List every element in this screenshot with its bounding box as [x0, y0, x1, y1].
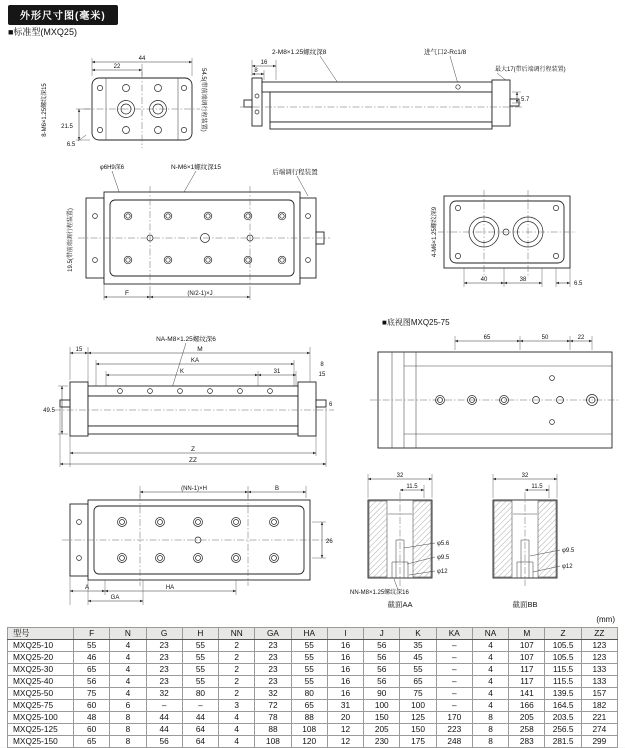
dim-cell: 115.5 [545, 676, 581, 688]
dim-cell: 75 [74, 688, 110, 700]
dim-cell: 175 [400, 736, 436, 748]
table-row [8, 724, 618, 736]
drawing-side-view [240, 47, 566, 129]
dim-5-7: 5.7 [521, 97, 530, 103]
dim-cell: – [436, 652, 472, 664]
dim-cell: 117 [509, 664, 545, 676]
column-header-4: H [182, 628, 218, 640]
dim-cell: 56 [364, 652, 400, 664]
dia-9-5: φ9.5 [562, 548, 575, 554]
drawing-bottom-view-75 [370, 317, 620, 448]
thread-label: 8-M6×1.25螺纹深15 [42, 83, 48, 137]
dim-8: 8 [254, 68, 258, 74]
dim-cell: 4 [472, 664, 508, 676]
dim-cell: 4 [219, 736, 255, 748]
dim-cell: 88 [255, 724, 291, 736]
dim-cell: 223 [436, 724, 472, 736]
dim-cell: 56 [74, 676, 110, 688]
dim-cell: 12 [327, 724, 363, 736]
table-row [8, 736, 618, 748]
dim-cell: 4 [219, 724, 255, 736]
dim-cell: 125 [400, 712, 436, 724]
dim-cell: 4 [472, 688, 508, 700]
thread-label: 2-M8×1.25螺纹深8 [272, 49, 327, 56]
dim-cell: 80 [291, 688, 327, 700]
dim-cell: 23 [146, 664, 182, 676]
dim-a: A [84, 585, 90, 591]
thread-label: N-M6×1螺纹深15 [170, 164, 222, 171]
dim-cell: 56 [364, 640, 400, 652]
dim-cell: 55 [74, 640, 110, 652]
model-cell: MXQ25-125 [8, 724, 74, 736]
drawing-sections [350, 473, 575, 609]
dim-cell: 4 [110, 640, 146, 652]
model-cell: MXQ25-75 [8, 700, 74, 712]
column-header-3: G [146, 628, 182, 640]
dia-12: φ12 [437, 569, 448, 575]
dim-cell: – [436, 700, 472, 712]
dim-cell: 4 [110, 676, 146, 688]
max-stroke-note: 最大17(带后端调行程装置) [495, 67, 566, 73]
dim-cell: 274 [581, 724, 617, 736]
dim-cell: 35 [400, 640, 436, 652]
dim-31: 31 [273, 369, 281, 375]
dim-16: 16 [260, 60, 268, 66]
dim-cell: 23 [146, 652, 182, 664]
dim-cell: 123 [581, 652, 617, 664]
dim-cell: 107 [509, 640, 545, 652]
dim-cell: 55 [291, 676, 327, 688]
dim-44: 44 [138, 56, 146, 62]
dim-cell: 115.5 [545, 664, 581, 676]
dim-k: K [179, 369, 185, 375]
dim-cell: 16 [327, 676, 363, 688]
dim-cell: 44 [182, 712, 218, 724]
dim-38: 38 [519, 277, 527, 283]
drawing-table-top-view [40, 56, 208, 148]
model-cell: MXQ25-20 [8, 652, 74, 664]
dim-cell: 55 [182, 676, 218, 688]
dim-26: 26 [326, 539, 333, 545]
dim-ha: HA [165, 585, 175, 591]
model-cell: MXQ25-40 [8, 676, 74, 688]
dim-cell: 55 [182, 652, 218, 664]
column-header-11: KA [436, 628, 472, 640]
dim-cell: 55 [182, 664, 218, 676]
dim-cell: 65 [400, 676, 436, 688]
dim-cell: 4 [472, 640, 508, 652]
dim-cell: 45 [400, 652, 436, 664]
section-aa [368, 473, 450, 609]
dim-cell: 56 [364, 676, 400, 688]
dim-cell: 133 [581, 664, 617, 676]
dim-cell: 221 [581, 712, 617, 724]
dim-cell: 108 [291, 724, 327, 736]
dim-cell: 3 [219, 700, 255, 712]
dim-cell: 2 [219, 688, 255, 700]
dim-cell: 105.5 [545, 640, 581, 652]
air-port-label: 进气口2-Rc1/8 [424, 49, 467, 56]
standard-type-label: ■标准型(MXQ25) [8, 27, 77, 37]
dim-cell: – [182, 700, 218, 712]
dim-cell: 32 [146, 688, 182, 700]
rear-adjuster-label: 后端调行程装置 [272, 169, 318, 176]
dim-cell: 100 [364, 700, 400, 712]
dim-z: Z [191, 446, 195, 453]
dim-15b: 15 [318, 372, 326, 378]
dim-cell: 4 [110, 664, 146, 676]
dim-cell: 205 [364, 724, 400, 736]
model-cell: MXQ25-100 [8, 712, 74, 724]
dim-cell: 157 [581, 688, 617, 700]
model-cell: MXQ25-150 [8, 736, 74, 748]
dim-cell: 299 [581, 736, 617, 748]
section-bb [493, 473, 575, 609]
dim-cell: 123 [581, 640, 617, 652]
table-row [8, 712, 618, 724]
dim-11-5: 11.5 [531, 484, 543, 490]
dim-cell: 8 [110, 712, 146, 724]
dim-cell: 80 [182, 688, 218, 700]
dim-cell: 65 [74, 736, 110, 748]
dim-cell: 23 [146, 676, 182, 688]
dim-cell: 64 [182, 724, 218, 736]
column-header-8: I [327, 628, 363, 640]
dim-cell: 44 [146, 712, 182, 724]
dim-cell: 4 [472, 652, 508, 664]
dim-6: 6 [329, 402, 333, 408]
column-header-10: K [400, 628, 436, 640]
dim-cell: 72 [255, 700, 291, 712]
drawing-end-view [430, 190, 583, 287]
pin-hole-label: φ6H9深6 [99, 165, 125, 171]
dim-cell: – [436, 676, 472, 688]
dim-cell: 2 [219, 664, 255, 676]
table-head [8, 628, 618, 640]
dim-cell: 8 [110, 724, 146, 736]
column-header-2: N [110, 628, 146, 640]
model-cell: MXQ25-50 [8, 688, 74, 700]
table-row [8, 700, 618, 712]
dim-ga: GA [110, 595, 120, 601]
dim-cell: 139.5 [545, 688, 581, 700]
dim-cell: 56 [146, 736, 182, 748]
table-row [8, 640, 618, 652]
dim-cell: 6 [110, 700, 146, 712]
column-header-14: Z [545, 628, 581, 640]
dim-cell: 120 [291, 736, 327, 748]
drawing-main-top-view [66, 162, 330, 300]
table-row [8, 652, 618, 664]
dim-cell: 23 [255, 652, 291, 664]
front-adjuster-note: 19.5(带前端调行程装置) [68, 208, 74, 272]
dia-9-5: φ9.5 [437, 555, 450, 561]
column-header-1: F [74, 628, 110, 640]
column-header-9: J [364, 628, 400, 640]
dim-6-5: 6.5 [66, 142, 76, 148]
dim-cell: 65 [74, 664, 110, 676]
dim-zz: ZZ [189, 457, 197, 464]
dim-50: 50 [541, 335, 549, 341]
dim-cell: 12 [327, 736, 363, 748]
dim-cell: 230 [364, 736, 400, 748]
column-header-5: NN [219, 628, 255, 640]
dim-cell: 90 [364, 688, 400, 700]
dim-cell: 23 [255, 676, 291, 688]
dim-cell: 166 [509, 700, 545, 712]
model-cell: MXQ25-30 [8, 664, 74, 676]
dim-cell: 8 [472, 724, 508, 736]
dim-cell: 4 [219, 712, 255, 724]
dim-cell: 8 [110, 736, 146, 748]
dim-cell: 23 [255, 640, 291, 652]
table-row [8, 676, 618, 688]
dim-6-5: 6.5 [574, 281, 583, 287]
model-cell: MXQ25-10 [8, 640, 74, 652]
drawing-bottom-plan-view [62, 486, 333, 605]
dim-pitch-formula: (N/2-1)×J [187, 291, 213, 297]
table-header-row [8, 628, 618, 640]
dim-cell: 16 [327, 688, 363, 700]
dim-cell: 65 [291, 700, 327, 712]
dia-12: φ12 [562, 564, 573, 570]
dim-cell: 60 [74, 700, 110, 712]
dim-b: B [274, 486, 280, 492]
front-adjuster-note: 54.5(带前端调行程装置) [200, 68, 206, 132]
dim-21-5: 21.5 [61, 124, 73, 130]
dim-cell: 205 [509, 712, 545, 724]
dim-cell: 2 [219, 652, 255, 664]
dim-cell: 108 [255, 736, 291, 748]
dim-ka: KA [190, 358, 200, 364]
bottom-view-heading: ■底视图MXQ25-75 [382, 318, 450, 327]
section-aa-caption: 截面AA [387, 600, 413, 609]
dim-15: 15 [75, 347, 83, 353]
dim-cell: 88 [291, 712, 327, 724]
dim-nn-h: (NN-1)×H [181, 486, 207, 492]
dim-cell: 8 [472, 736, 508, 748]
dimension-table [7, 627, 618, 748]
dim-cell: 64 [182, 736, 218, 748]
dim-cell: 133 [581, 676, 617, 688]
dim-cell: 281.5 [545, 736, 581, 748]
dim-cell: 248 [436, 736, 472, 748]
dim-cell: 150 [364, 712, 400, 724]
dia-5-6: φ5.6 [437, 541, 450, 547]
dim-8: 8 [320, 362, 324, 368]
column-header-7: HA [291, 628, 327, 640]
column-header-15: ZZ [581, 628, 617, 640]
dim-m: M [197, 346, 203, 353]
dim-cell: 105.5 [545, 652, 581, 664]
dim-cell: – [436, 664, 472, 676]
dim-cell: 117 [509, 676, 545, 688]
column-header-13: M [509, 628, 545, 640]
table-body [8, 640, 618, 748]
dim-cell: 20 [327, 712, 363, 724]
dim-cell: 100 [400, 700, 436, 712]
section-bb-caption: 截面BB [512, 600, 538, 609]
dim-cell: 55 [291, 664, 327, 676]
page-title: 外形尺寸图(毫米) [8, 5, 118, 25]
table-row [8, 688, 618, 700]
dim-cell: 4 [472, 676, 508, 688]
dim-cell: 16 [327, 652, 363, 664]
dim-cell: 55 [400, 664, 436, 676]
dim-32: 32 [521, 473, 529, 479]
dim-32: 32 [396, 473, 404, 479]
dim-cell: 2 [219, 676, 255, 688]
dim-cell: 170 [436, 712, 472, 724]
dim-cell: – [146, 700, 182, 712]
dim-cell: 31 [327, 700, 363, 712]
dim-cell: 258 [509, 724, 545, 736]
column-header-0: 型号 [8, 628, 74, 640]
dim-cell: 107 [509, 652, 545, 664]
unit-note: (mm) [596, 615, 615, 624]
dim-cell: 48 [74, 712, 110, 724]
dim-cell: 56 [364, 664, 400, 676]
dim-cell: 75 [400, 688, 436, 700]
dim-65: 65 [483, 335, 491, 341]
dim-cell: 4 [110, 688, 146, 700]
dim-22: 22 [113, 64, 121, 70]
dim-cell: 2 [219, 640, 255, 652]
dim-cell: – [436, 640, 472, 652]
dim-40: 40 [480, 277, 488, 283]
column-header-12: NA [472, 628, 508, 640]
dim-cell: 60 [74, 724, 110, 736]
dim-cell: 182 [581, 700, 617, 712]
dim-cell: 55 [291, 640, 327, 652]
dim-cell: 32 [255, 688, 291, 700]
dim-cell: 44 [146, 724, 182, 736]
dim-cell: 150 [400, 724, 436, 736]
dim-f: F [125, 290, 129, 297]
nn-thread-label: NN-M8×1.25螺纹深16 [350, 590, 409, 596]
thread-label: 4-M6×1.25螺纹深9 [432, 206, 438, 258]
dim-cell: 46 [74, 652, 110, 664]
dim-cell: 16 [327, 640, 363, 652]
dim-cell: 283 [509, 736, 545, 748]
column-header-6: GA [255, 628, 291, 640]
dim-cell: 4 [110, 652, 146, 664]
dim-49-5: 49.5 [43, 408, 55, 414]
dim-cell: 4 [472, 700, 508, 712]
dim-cell: 55 [291, 652, 327, 664]
dim-11-5: 11.5 [406, 484, 418, 490]
dim-cell: 23 [255, 664, 291, 676]
dim-cell: 164.5 [545, 700, 581, 712]
dim-cell: 78 [255, 712, 291, 724]
dim-cell: 256.5 [545, 724, 581, 736]
drawing-long-side-view [43, 334, 334, 467]
dim-cell: 55 [182, 640, 218, 652]
dim-cell: 16 [327, 664, 363, 676]
dim-22: 22 [577, 335, 585, 341]
dim-cell: 8 [472, 712, 508, 724]
dim-cell: 23 [146, 640, 182, 652]
thread-label: NA-M8×1.25螺纹深6 [156, 336, 216, 343]
dim-cell: 141 [509, 688, 545, 700]
dim-cell: – [436, 688, 472, 700]
dim-cell: 203.5 [545, 712, 581, 724]
table-row [8, 664, 618, 676]
dimension-table-wrap [7, 627, 618, 748]
